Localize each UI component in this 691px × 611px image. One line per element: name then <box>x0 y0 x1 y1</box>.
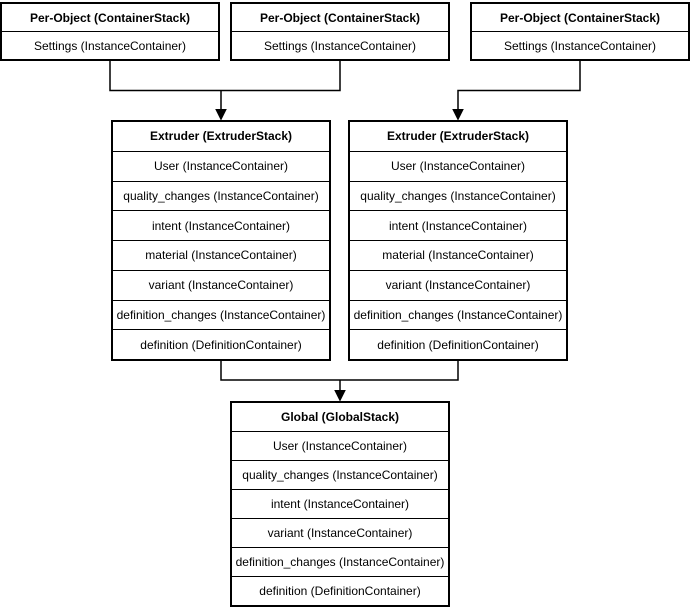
node-header: Per-Object (ContainerStack) <box>2 4 218 31</box>
node-extruder-2 <box>348 120 568 361</box>
container-row: Settings (InstanceContainer) <box>232 31 448 59</box>
container-row: material (InstanceContainer) <box>350 240 566 270</box>
edge-extruders-to-global <box>221 361 458 380</box>
container-row: quality_changes (InstanceContainer) <box>350 181 566 211</box>
container-row: User (InstanceContainer) <box>113 151 329 181</box>
container-row: quality_changes (InstanceContainer) <box>232 460 448 489</box>
node-per-object-3 <box>470 2 690 61</box>
container-row: material (InstanceContainer) <box>113 240 329 270</box>
container-row: intent (InstanceContainer) <box>113 210 329 240</box>
container-row: definition_changes (InstanceContainer) <box>232 547 448 576</box>
container-row: quality_changes (InstanceContainer) <box>113 181 329 211</box>
container-row: User (InstanceContainer) <box>350 151 566 181</box>
container-row: variant (InstanceContainer) <box>350 270 566 300</box>
container-row: intent (InstanceContainer) <box>232 489 448 518</box>
container-row: definition_changes (InstanceContainer) <box>113 300 329 330</box>
node-header: Per-Object (ContainerStack) <box>472 4 688 31</box>
container-row: definition_changes (InstanceContainer) <box>350 300 566 330</box>
node-global <box>230 401 450 607</box>
container-row: variant (InstanceContainer) <box>113 270 329 300</box>
container-row: intent (InstanceContainer) <box>350 210 566 240</box>
container-row: definition (DefinitionContainer) <box>232 576 448 605</box>
node-header: Extruder (ExtruderStack) <box>350 122 566 151</box>
node-header: Per-Object (ContainerStack) <box>232 4 448 31</box>
node-header: Global (GlobalStack) <box>232 403 448 431</box>
container-row: variant (InstanceContainer) <box>232 518 448 547</box>
arrowhead-global-icon <box>335 391 345 401</box>
node-extruder-1 <box>111 120 331 361</box>
container-row: Settings (InstanceContainer) <box>2 31 218 59</box>
node-per-object-2 <box>230 2 450 61</box>
edge-per-objects-to-extruder-1 <box>110 61 340 91</box>
arrowhead-extruder-2-icon <box>453 110 463 120</box>
container-row: definition (DefinitionContainer) <box>350 329 566 359</box>
node-header: Extruder (ExtruderStack) <box>113 122 329 151</box>
container-row: definition (DefinitionContainer) <box>113 329 329 359</box>
container-row: Settings (InstanceContainer) <box>472 31 688 59</box>
arrowhead-extruder-1-icon <box>216 110 226 120</box>
edge-per-object-3-to-extruder-2 <box>458 61 580 111</box>
container-row: User (InstanceContainer) <box>232 431 448 460</box>
node-per-object-1 <box>0 2 220 61</box>
